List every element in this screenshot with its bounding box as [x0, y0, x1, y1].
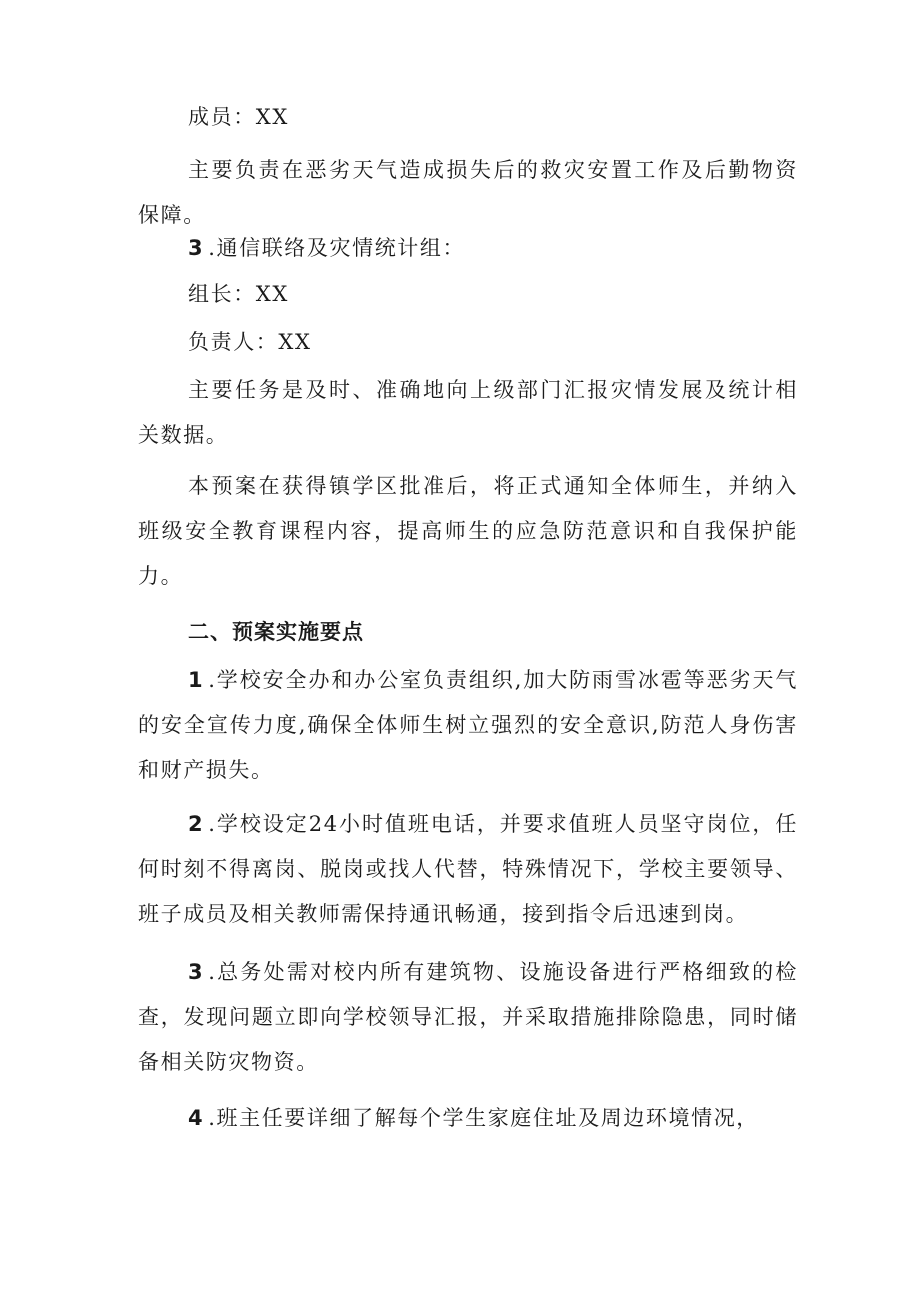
main-task-paragraph [138, 368, 798, 458]
point-1-paragraph [138, 658, 798, 793]
item-text: .通信联络及灾情统计组： [208, 236, 466, 260]
plan-approval-text: 本预案在获得镇学区批准后，将正式通知全体师生，并纳入班级安全教育课程内容，提高师生的应急防范意识和自我保护能力。 [138, 474, 798, 588]
point-2-text: .学校设定24小时值班电话，并要求值班人员坚守岗位，任何时刻不得离岗、脱岗或找人代替，特殊情况下，学校主要领导、班子成员及相关教师需保持通讯畅通，接到指令后迅速到岗。 [138, 812, 798, 926]
member-text: 成员：XX [188, 105, 289, 129]
item-number: 3 [188, 960, 205, 984]
point-2-paragraph [138, 802, 798, 937]
relief-duty-text: 主要负责在恶劣天气造成损失后的救灾安置工作及后勤物资保障。 [138, 158, 798, 227]
point-1-text: .学校安全办和办公室负责组织,加大防雨雪冰雹等恶劣天气的安全宣传力度,确保全体师生树立强烈的安全意识,防范人身伤害和财产损失。 [138, 668, 798, 782]
person-in-charge-line [138, 320, 798, 365]
relief-duty-paragraph [138, 148, 798, 238]
group-leader-text: 组长：XX [188, 282, 289, 306]
point-3-text: .总务处需对校内所有建筑物、设施设备进行严格细致的检查，发现问题立即向学校领导汇报，并采取措施排除隐患，同时储备相关防灾物资。 [138, 960, 798, 1074]
member-line [138, 95, 798, 140]
item-number: 4 [188, 1106, 205, 1130]
plan-approval-paragraph [138, 464, 798, 599]
person-in-charge-text: 负责人：XX [188, 330, 312, 354]
point-4-text: .班主任要详细了解每个学生家庭住址及周边环境情况， [208, 1106, 759, 1130]
item-number: 1 [188, 668, 205, 692]
section-heading-text: 二、预案实施要点 [188, 620, 364, 644]
point-3-paragraph [138, 950, 798, 1085]
item-number: 2 [188, 812, 205, 836]
section-heading [138, 610, 798, 655]
item-number: 3 [188, 236, 205, 260]
group-leader-line [138, 272, 798, 317]
point-4-paragraph [138, 1096, 798, 1141]
item-3-communication-group [138, 226, 798, 271]
main-task-text: 主要任务是及时、准确地向上级部门汇报灾情发展及统计相关数据。 [138, 378, 798, 447]
